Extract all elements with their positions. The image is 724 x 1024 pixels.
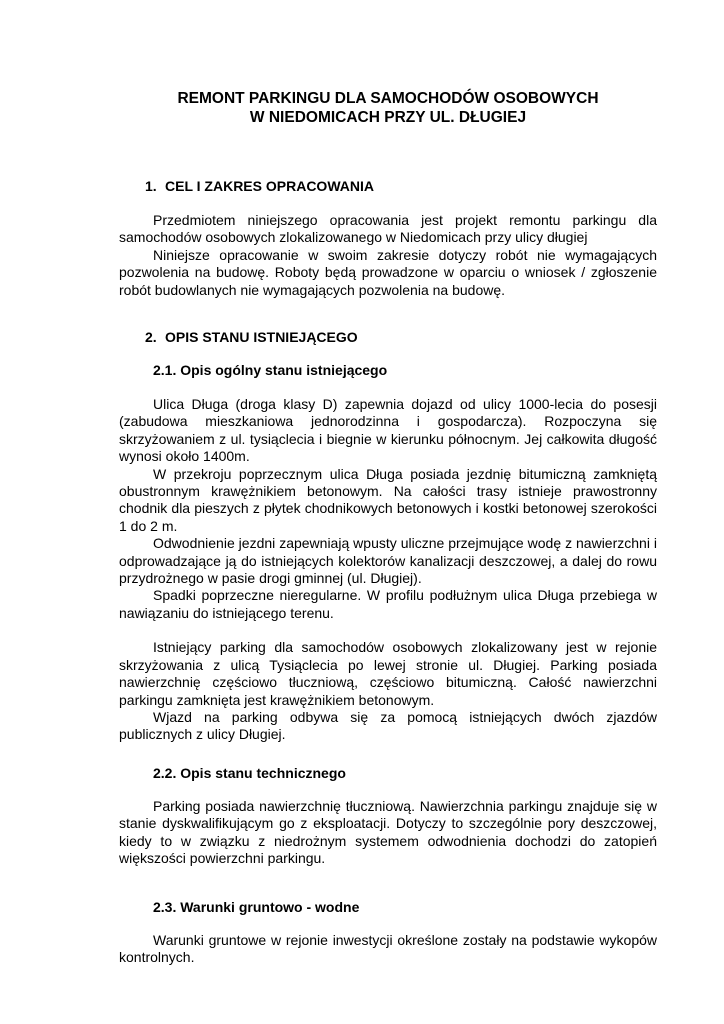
subsection-2-3-heading: 2.3. Warunki gruntowo - wodne xyxy=(153,899,360,915)
paragraph: Wjazd na parking odbywa się za pomocą istniejących dwóch zjazdów publicznych z ulicy Długiej. xyxy=(119,708,657,743)
section-2-number: 2. xyxy=(145,329,157,345)
paragraph: Spadki poprzeczne nieregularne. W profilu podłużnym ulica Długa przebiega w nawiązaniu do istniejącego terenu. xyxy=(119,587,657,621)
subsection-2-3-body xyxy=(119,932,657,967)
document-title xyxy=(118,89,658,127)
paragraph: Niniejsze opracowanie w swoim zakresie dotyczy robót nie wymagających pozwolenia na budowę. Roboty będą prowadzone w oparciu o wniosek / zgłoszenie robót budowlanych nie wymagających pozwolenia na budowę. xyxy=(119,246,657,298)
subsection-2-1-heading: 2.1. Opis ogólny stanu istniejącego xyxy=(153,362,388,378)
section-2-heading xyxy=(145,329,358,346)
section-1-title: CEL I ZAKRES OPRACOWANIA xyxy=(165,178,374,194)
section-1-body xyxy=(119,212,657,299)
section-1-number: 1. xyxy=(145,178,157,194)
paragraph: Parking posiada nawierzchnię tłuczniową. Nawierzchnia parkingu znajduje się w stanie dyskwalifikującym go z eksploatacji. Dotyczy to szczególnie pory deszczowej, kiedy to w związku z niedrożnym systemem odwodnienia dochodzi do zatopień większości powierzchni parkingu. xyxy=(119,798,657,867)
subsection-2-2-body xyxy=(119,798,657,868)
subsection-2-1-body xyxy=(119,396,657,744)
paragraph: Warunki gruntowe w rejonie inwestycji określone zostały na podstawie wykopów kontrolnych. xyxy=(119,932,657,966)
subsection-2-2-heading: 2.2. Opis stanu technicznego xyxy=(153,765,346,781)
paragraph: Ulica Długa (droga klasy D) zapewnia dojazd od ulicy 1000-lecia do posesji (zabudowa mieszkaniowa jednorodzinna i gospodarcza). Rozpoczyna się skrzyżowaniem z ul. tysiąclecia i biegnie w kierunku północnym. Jej całkowita długość wynosi około 1400m. xyxy=(119,396,657,465)
title-line-2: W NIEDOMICACH PRZY UL. DŁUGIEJ xyxy=(249,109,527,126)
paragraph: W przekroju poprzecznym ulica Długa posiada jezdnię bitumiczną zamkniętą obustronnym krawężnikiem betonowym. Na całości trasy istnieje prawostronny chodnik dla pieszych z płytek chodnikowych betonowych i kostki betonowej szerokości 1 do 2 m. xyxy=(119,465,657,534)
paragraph: Odwodnienie jezdni zapewniają wpusty uliczne przejmujące wodę z nawierzchni i odprowadzające ją do istniejących kolektorów kanalizacji deszczowej, a dalej do rowu przydrożnego w pasie drogi gminnej (ul. Długiej). xyxy=(119,535,657,587)
section-2-title: OPIS STANU ISTNIEJĄCEGO xyxy=(165,329,358,345)
section-1-heading xyxy=(145,178,374,195)
paragraph: Istniejący parking dla samochodów osobowych zlokalizowany jest w rejonie skrzyżowania z ulicą Tysiąclecia po lewej stronie ul. Długiej. Parking posiada nawierzchnię częściowo tłuczniową, częściowo bitumiczną. Całość nawierzchni parkingu zamknięta jest krawężnikiem betonowym. xyxy=(119,639,657,708)
title-line-1: REMONT PARKINGU DLA SAMOCHODÓW OSOBOWYCH xyxy=(177,90,599,107)
paragraph: Przedmiotem niniejszego opracowania jest projekt remontu parkingu dla samochodów osobowych zlokalizowanego w Niedomicach przy ulicy długiej xyxy=(119,212,657,246)
